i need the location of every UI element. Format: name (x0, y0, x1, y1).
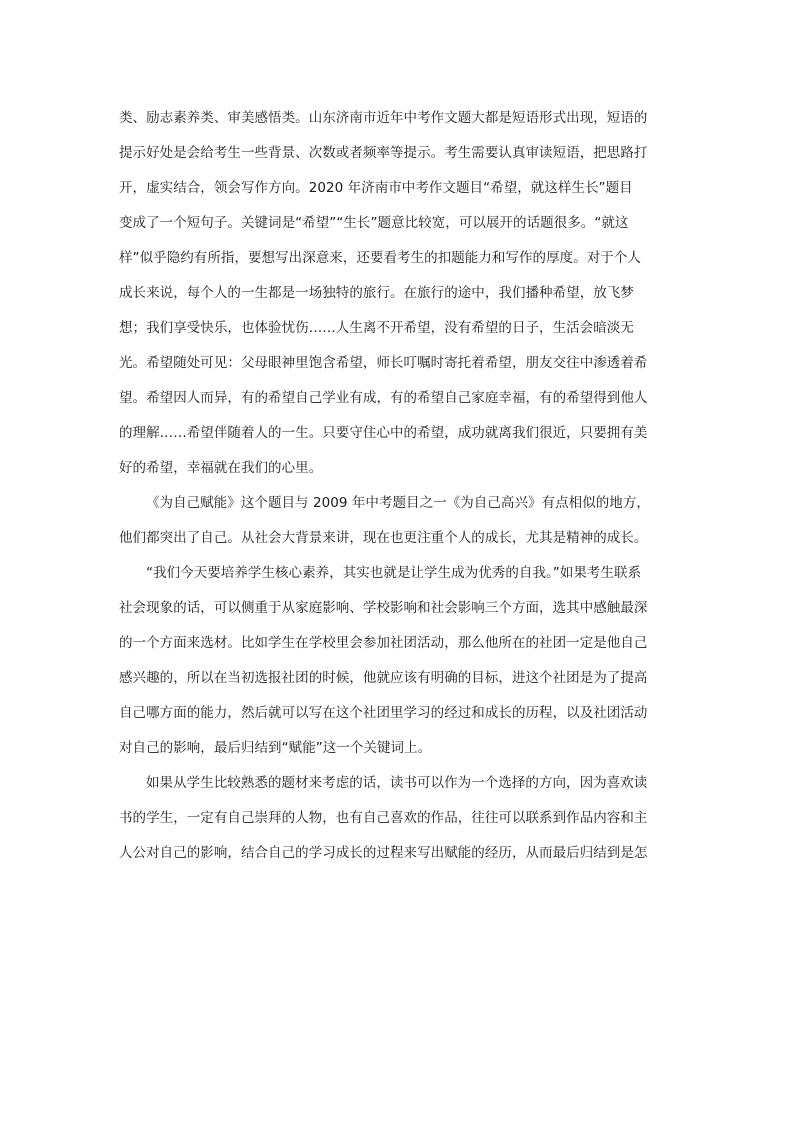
text-line: 他们都突出了自己。从社会大背景来讲，现在也更注重个人的成长，尤其是精神的成长。 (119, 530, 648, 546)
paragraph (119, 104, 667, 489)
text-line: 自己哪方面的能力，然后就可以写在这个社团里学习的经过和成长的历程，以及社团活动 (119, 705, 648, 721)
text-line: 《为自己赋能》这个题目与 2009 年中考题目之一《为自己高兴》有点相似的地方， (146, 495, 650, 511)
document-body (119, 104, 667, 874)
text-line: 样”似乎隐约有所指，要想写出深意来，还要看考生的扣题能力和写作的厚度。对于个人 (119, 250, 641, 266)
text-line: “我们今天要培养学生核心素养，其实也就是让学生成为优秀的自我。”如果考生联系 (146, 565, 642, 581)
paragraph (119, 489, 667, 559)
text-line: 感兴趣的，所以在当初选报社团的时候，他就应该有明确的目标，进这个社团是为了提高 (119, 670, 648, 686)
text-line: 人公对自己的影响，结合自己的学习成长的过程来写出赋能的经历，从而最后归结到是怎 (119, 845, 648, 861)
text-line: 提示好处是会给考生一些背景、次数或者频率等提示。考生需要认真审读短语，把思路打 (119, 145, 648, 161)
text-line: 望。希望因人而异，有的希望自己学业有成，有的希望自己家庭幸福，有的希望得到他人 (119, 390, 648, 406)
text-line: 书的学生，一定有自己崇拜的人物，也有自己喜欢的作品，往往可以联系到作品内容和主 (119, 810, 648, 826)
text-line: 成长来说，每个人的一生都是一场独特的旅行。在旅行的途中，我们播种希望，放飞梦 (119, 285, 634, 301)
paragraph (119, 559, 667, 769)
text-line: 开，虚实结合，领会写作方向。2020 年济南市中考作文题目“希望，就这样生长”题目 (119, 180, 633, 196)
text-line: 光。希望随处可见：父母眼神里饱含希望，师长叮嘱时寄托着希望，朋友交往中渗透着希 (119, 355, 648, 371)
text-line: 如果从学生比较熟悉的题材来考虑的话，读书可以作为一个选择的方向，因为喜欢读 (146, 775, 648, 791)
text-line: 好的希望，幸福就在我们的心里。 (119, 460, 323, 476)
text-line: 想；我们享受快乐，也体验忧伤……人生离不开希望，没有希望的日子，生活会暗淡无 (119, 320, 634, 336)
paragraph (119, 769, 667, 874)
text-line: 类、励志素养类、审美感悟类。山东济南市近年中考作文题大都是短语形式出现，短语的 (119, 110, 648, 126)
text-line: 社会现象的话，可以侧重于从家庭影响、学校影响和社会影响三个方面，选其中感触最深 (119, 600, 648, 616)
text-line: 变成了一个短句子。关键词是“希望”“生长”题意比较宽，可以展开的话题很多。“就这 (119, 215, 629, 231)
text-line: 的理解……希望伴随着人的一生。只要守住心中的希望，成功就离我们很近，只要拥有美 (119, 425, 648, 441)
text-line: 的一个方面来选材。比如学生在学校里会参加社团活动，那么他所在的社团一定是他自己 (119, 635, 648, 651)
text-line: 对自己的影响，最后归结到“赋能”这一个关键词上。 (119, 740, 432, 756)
